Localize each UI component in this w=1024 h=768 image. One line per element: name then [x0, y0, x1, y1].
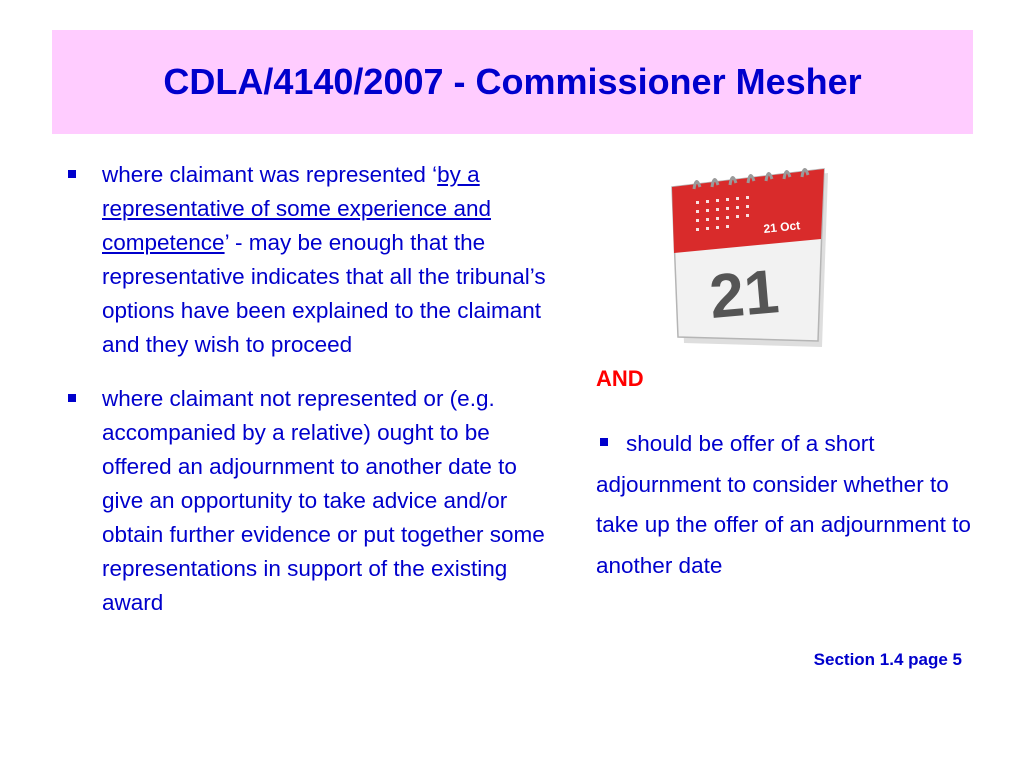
right-bullet-text: should be offer of a short adjournment to consider whether to take up the offer of an adjournment to another date — [596, 431, 971, 578]
bullet-text: where claimant not represented or (e.g. accompanied by a relative) ought to be offered an adjournment to another date to give an opportunity to take advice and/or obtain further evidence or put together some representations in support of the existing award — [102, 386, 545, 615]
square-bullet-icon — [68, 170, 76, 178]
bullet-text-part2: ’ - may be enough that the representative indicates that all the tribunal’s options have been explained to the claimant and they wish to proceed — [102, 230, 546, 357]
slide-title: CDLA/4140/2007 - Commissioner Mesher — [163, 61, 862, 102]
square-bullet-icon — [600, 438, 608, 446]
square-bullet-icon — [68, 394, 76, 402]
title-banner — [52, 30, 973, 134]
bullet-not-represented — [62, 382, 552, 620]
calendar-icon — [664, 165, 834, 351]
calendar-day-number: 21 — [706, 257, 782, 332]
right-bullet — [596, 424, 976, 586]
bullet-text-underlined: by a representative of some experience and competence — [102, 162, 491, 255]
calendar-month-label: 21 Oct — [762, 218, 801, 236]
and-label: AND — [596, 366, 644, 391]
bullet-text-part1: where claimant was represented ‘ — [102, 162, 438, 187]
left-bullet-list — [62, 158, 552, 640]
bullet-represented — [62, 158, 552, 362]
section-reference: Section 1.4 page 5 — [813, 650, 962, 669]
